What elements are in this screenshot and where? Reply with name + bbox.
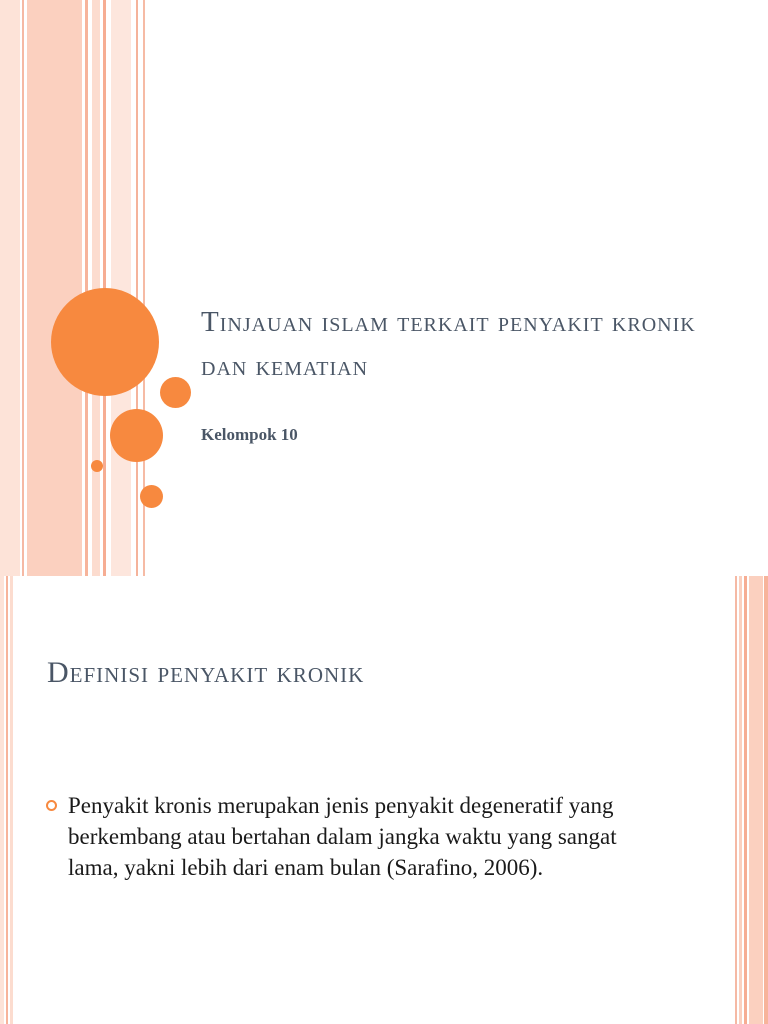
right-stripe-band — [739, 576, 742, 1024]
bullet-list — [40, 790, 660, 883]
left-edge-stripe — [6, 576, 8, 1024]
decorative-circle-tiny — [91, 460, 103, 472]
right-stripe-band — [744, 576, 747, 1024]
ring-bullet-icon — [46, 800, 57, 811]
right-stripe-band — [735, 576, 737, 1024]
left-edge-stripe — [0, 576, 4, 1024]
decorative-circle-medium — [110, 409, 163, 462]
right-stripe-band — [749, 576, 763, 1024]
list-item — [40, 790, 660, 883]
decorative-circle-large — [51, 288, 159, 396]
decorative-circle-small — [140, 485, 163, 508]
left-stripe-band — [85, 0, 88, 576]
bullet-text: Penyakit kronis merupakan jenis penyakit degeneratif yang berkembang atau bertahan dalam jangka waktu yang sangat lama, yakni lebih dari enam bulan (Sarafino, 2006). — [68, 793, 617, 880]
left-stripe-band — [136, 0, 138, 576]
left-edge-stripe — [10, 576, 13, 1024]
definition-slide — [0, 576, 768, 1024]
decorative-circle-small — [160, 377, 191, 408]
left-stripe-band — [22, 0, 24, 576]
slide-subtitle: Kelompok 10 — [201, 425, 298, 444]
slide-title: Tinjauan islam terkait penyakit kronik dan kematian — [201, 306, 696, 382]
slide-title: Definisi penyakit kronik — [47, 656, 365, 689]
left-stripe-band — [0, 0, 20, 576]
right-stripe-band — [764, 576, 768, 1024]
left-stripe-band — [27, 0, 82, 576]
